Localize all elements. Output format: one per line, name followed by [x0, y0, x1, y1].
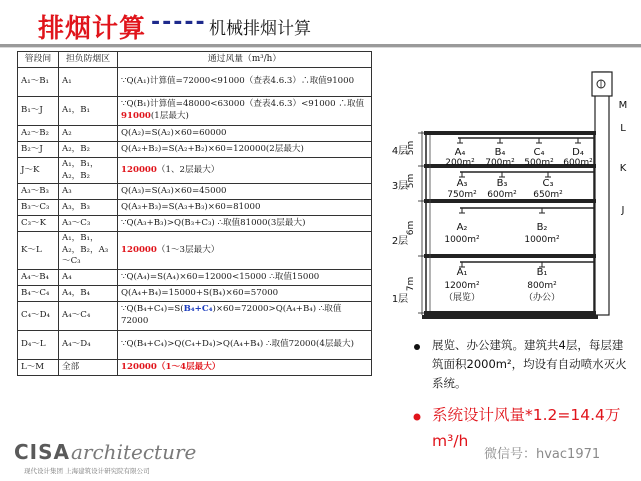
segment-cell: B₂～J	[18, 142, 59, 158]
room-area: 800m²	[527, 281, 557, 291]
segment-cell: A₄～B₄	[18, 269, 59, 285]
table-row	[18, 184, 372, 200]
segment-cell: D₄～L	[18, 330, 59, 359]
riser-label: J	[621, 205, 625, 216]
flow-cell	[118, 142, 372, 158]
flow-pre-text: ∵Q(A₄)=S(A₄)×60=12000<15000 ∴取值15000	[121, 271, 320, 282]
flow-cell	[118, 68, 372, 97]
segment-cell: B₄～C₄	[18, 285, 59, 301]
floor-height: 7m	[406, 276, 416, 292]
room-use: （办公）	[523, 293, 561, 303]
flow-post-text: (1层最大)	[150, 111, 189, 121]
room-area: 600m²	[563, 158, 593, 168]
flow-red-text: 91000	[121, 111, 151, 121]
room-name: D₄	[572, 147, 584, 158]
segment-cell: C₃～K	[18, 216, 59, 232]
room-name: A₄	[454, 147, 466, 158]
room-area: 200m²	[445, 158, 475, 168]
bullet-icon	[412, 342, 422, 352]
room-name: C₃	[542, 178, 554, 189]
floor-height: 5m	[406, 173, 416, 189]
segment-cell: A₃～B₃	[18, 184, 59, 200]
floor-label: 2层	[391, 236, 409, 247]
company-logo: CISA	[14, 440, 71, 464]
flow-pre-text: ∵Q(B₄+C₄)>Q(C₄+D₄)>Q(A₄+B₄) ∴取值72000(4层最大)	[121, 339, 354, 350]
fan-room	[592, 72, 612, 96]
room-use: （展览）	[443, 293, 481, 303]
zone-cell: A₄	[59, 269, 118, 285]
room-name: B₂	[536, 222, 548, 233]
room-name: C₄	[533, 147, 545, 158]
table-header-row	[18, 52, 372, 68]
segment-cell: L～M	[18, 359, 59, 375]
flow-cell	[118, 359, 372, 375]
room-area: 1000m²	[524, 235, 560, 245]
flow-mid-text: )×60=72000>Q(A₄+B₄) ∴取值72000	[121, 304, 342, 326]
riser-label: M	[618, 100, 628, 111]
table-row	[18, 126, 372, 142]
zone-cell: A₄～C₄	[59, 301, 118, 330]
bullet-icon	[412, 412, 422, 422]
zone-cell: A₄，B₄	[59, 285, 118, 301]
room-area: 1200m²	[444, 281, 480, 291]
table-row	[18, 216, 372, 232]
flow-cell	[118, 330, 372, 359]
title-dashes: -----	[151, 10, 207, 35]
zone-cell: A₄～D₄	[59, 330, 118, 359]
company-name: 现代设计集团 上海建筑设计研究院有限公司	[24, 467, 150, 475]
table-row	[18, 285, 372, 301]
flow-pre-text: Q(A₂)=S(A₂)×60=60000	[121, 127, 227, 138]
column-header-segment: 管段间	[18, 52, 59, 68]
zone-cell: A₃，B₃	[59, 200, 118, 216]
zone-cell: A₁，B₁，A₂，B₂	[59, 158, 118, 184]
flow-red-text: 120000	[121, 244, 157, 255]
table-row	[18, 330, 372, 359]
table-row	[18, 359, 372, 375]
flow-pre-text: ∵Q(A₃+B₃)>Q(B₃+C₃) ∴取值81000(3层最大)	[121, 217, 306, 228]
room-area: 750m²	[447, 190, 477, 200]
segment-cell: J～K	[18, 158, 59, 184]
table-row	[18, 97, 372, 126]
design-airflow-note: 系统设计风量*1.2=14.4万m³/h	[432, 406, 621, 450]
table-row	[18, 200, 372, 216]
riser-label: L	[620, 123, 626, 134]
flow-cell	[118, 301, 372, 330]
table-row	[18, 301, 372, 330]
zone-cell: 全部	[59, 359, 118, 375]
flow-cell	[118, 200, 372, 216]
floor-label: 1层	[391, 294, 409, 305]
flow-pre-text: Q(A₃)=S(A₃)×60=45000	[121, 185, 227, 196]
flow-pre-text: Q(A₂+B₂)=S(A₂+B₂)×60=120000(2层最大)	[121, 143, 304, 154]
flow-cell	[118, 97, 372, 126]
table-row	[18, 232, 372, 270]
flow-pre-text: ∵Q(A₁)计算值=72000<91000（查表4.6.3）∴取值91000	[121, 76, 355, 87]
floor-slab	[424, 131, 596, 135]
room-name: B₄	[494, 147, 506, 158]
segment-cell: A₂～B₂	[18, 126, 59, 142]
room-area: 700m²	[485, 158, 515, 168]
zone-cell: A₁，B₁	[59, 97, 118, 126]
wechat-watermark: 微信号：hvac1971	[484, 447, 601, 462]
flow-red-text: 120000	[121, 164, 157, 175]
floor-slab	[424, 254, 596, 258]
flow-blue-text: B₄+C₄	[183, 304, 213, 315]
room-name: B₁	[536, 267, 548, 278]
table-row	[18, 68, 372, 97]
floor-label: 4层	[391, 146, 409, 157]
flow-post-text: （1～3层最大）	[156, 244, 220, 255]
flow-cell	[118, 126, 372, 142]
floor-height: 6m	[406, 220, 416, 236]
flow-cell	[118, 285, 372, 301]
room-name: A₁	[456, 267, 468, 278]
zone-cell: A₁	[59, 68, 118, 97]
segment-cell: A₁～B₁	[18, 68, 59, 97]
table-row	[18, 269, 372, 285]
page-title: 排烟计算	[38, 14, 147, 44]
zone-cell: A₃～C₃	[59, 216, 118, 232]
segment-cell: K～L	[18, 232, 59, 270]
flow-cell	[118, 216, 372, 232]
airflow-table	[17, 51, 372, 376]
flow-cell	[118, 184, 372, 200]
flow-cell	[118, 269, 372, 285]
company-logo-script: architecture	[71, 440, 197, 464]
table-body	[18, 68, 372, 376]
room-area: 650m²	[533, 190, 563, 200]
flow-cell	[118, 232, 372, 270]
page-subtitle: 机械排烟计算	[209, 19, 311, 39]
floor-height: 5m	[406, 140, 416, 156]
building-description: 展览、办公建筑。建筑共4层，每层建筑面积2000m²，均设有自动喷水灭火系统。	[432, 338, 627, 390]
zone-cell: A₃	[59, 184, 118, 200]
room-name: B₃	[496, 178, 508, 189]
zone-cell: A₂	[59, 126, 118, 142]
floor-slab	[424, 311, 596, 315]
room-name: A₂	[456, 222, 468, 233]
flow-pre-text: Q(A₄+B₄)=15000+S(B₄)×60=57000	[121, 287, 279, 298]
flow-post-text: （1、2层最大）	[156, 164, 220, 175]
flow-pre-text: ∵Q(B₁)计算值=48000<63000（查表4.6.3）<91000 ∴取值	[121, 99, 365, 110]
flow-red-text: 120000（1～4层最大）	[121, 361, 221, 372]
room-area: 600m²	[487, 190, 517, 200]
title-divider-light	[0, 47, 641, 48]
riser-label: K	[619, 163, 627, 174]
zone-cell: A₂，B₂	[59, 142, 118, 158]
room-name: A₃	[456, 178, 468, 189]
segment-cell: B₃～C₃	[18, 200, 59, 216]
column-header-zone: 担负防烟区	[59, 52, 118, 68]
ground-line	[422, 315, 598, 319]
floor-label: 3层	[391, 181, 409, 192]
flow-pre-text: Q(A₃+B₃)=S(A₃+B₃)×60=81000	[121, 201, 261, 212]
column-header-flow: 通过风量（m³/h）	[118, 52, 372, 68]
room-area: 500m²	[524, 158, 554, 168]
zone-cell: A₁，B₁，A₂，B₂，A₃～C₃	[59, 232, 118, 270]
segment-cell: C₄～D₄	[18, 301, 59, 330]
table-row	[18, 158, 372, 184]
table-row	[18, 142, 372, 158]
room-area: 1000m²	[444, 235, 480, 245]
segment-cell: B₁～J	[18, 97, 59, 126]
building-section-diagram	[382, 68, 632, 328]
riser-shaft	[595, 72, 609, 315]
flow-pre-text: ∵Q(B₄+C₄)=S(	[121, 304, 184, 315]
flow-cell	[118, 158, 372, 184]
